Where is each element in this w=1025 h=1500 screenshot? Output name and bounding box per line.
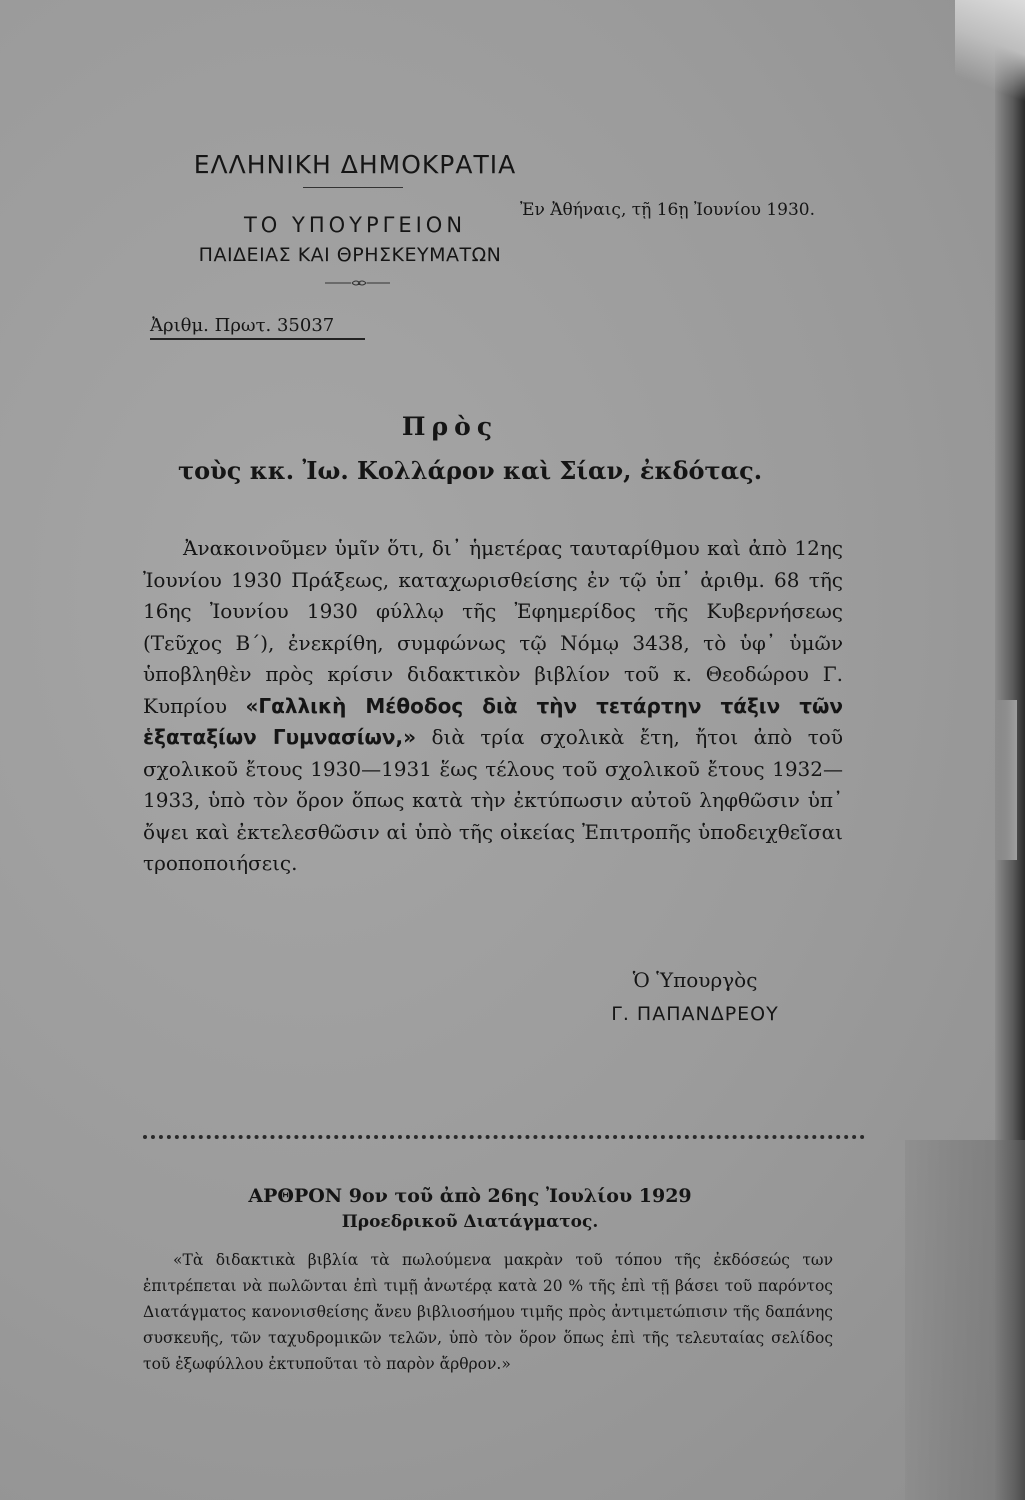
signature-name: Γ. ΠΑΠΑΝΔΡΕΟΥ <box>611 1003 779 1025</box>
protocol-number: Ἀριθμ. Πρωτ. 35037 <box>150 315 365 340</box>
article-text <box>143 1247 833 1377</box>
header-ministry-line1: ΤΟ ΥΠΟΥΡΓΕΙΟΝ <box>243 213 467 237</box>
article-title: ΑΡΘΡΟΝ 9ον τοῦ ἀπὸ 26ης Ἰουλίου 1929 <box>248 1185 692 1207</box>
letter-paragraph <box>143 533 843 880</box>
torn-edge <box>995 700 1017 860</box>
letter-body <box>143 533 843 880</box>
signature-role: Ὁ Ὑπουργὸς <box>632 968 758 992</box>
dotted-divider <box>143 1135 865 1139</box>
tape-strip <box>905 1140 1025 1500</box>
header-ministry-line2: ΠΑΙΔΕΙΑΣ ΚΑΙ ΘΡΗΣΚΕΥΜΑΤΩΝ <box>198 244 502 266</box>
header-rule <box>303 187 403 188</box>
letter-text-part2: διὰ τρία σχολικὰ ἔτη, ἤτοι ἀπὸ τοῦ σχολικοῦ ἔτους 1930—1931 ἕως τέλους τοῦ σχολικοῦ ἔτους 1932—1933, ὑπὸ τὸν ὅρον ὅπως κατὰ τὴν ἐκτύπωσιν αὐτοῦ ληφθῶσιν ὑπ᾽ ὄψει καὶ ἐκτελεσθῶσιν αἱ ὑπὸ τῆς οἰκείας Ἐπιτροπῆς ὑποδειχθεῖσαι τροποποιήσεις. <box>143 725 844 875</box>
article-paragraph: «Τὰ διδακτικὰ βιβλία τὰ πωλούμενα μακρὰν τοῦ τόπου τῆς ἐκδόσεώς των ἐπιτρέπεται νὰ πωλῶνται ἐπὶ τιμῇ ἀνωτέρᾳ κατὰ 20 % τῆς ἐπὶ τῇ βάσει τοῦ παρόντος Διατάγματος κανονισθείσης ἄνευ βιβλιοσήμου τιμῆς πρὸς ἀντιμετώπισιν τῆς δαπάνης συσκευῆς, τῶν ταχυδρομικῶν τελῶν, ὑπὸ τὸν ὅρον ὅπως ἐπὶ τῆς τελευταίας σελίδος τοῦ ἐξωφύλλου ἐκτυποῦται τὸ παρὸν ἄρθρον.» <box>143 1251 833 1373</box>
recipient-heading: Πρὸς <box>401 412 499 441</box>
document-date: Ἐν Ἀθήναις, τῇ 16ῃ Ἰουνίου 1930. <box>520 200 816 220</box>
folded-corner <box>955 0 1025 110</box>
article-subtitle: Προεδρικοῦ Διατάγματος. <box>341 1212 599 1232</box>
recipient-line: τοὺς κκ. Ἰω. Κολλάρον καὶ Σίαν, ἐκδότας. <box>177 456 763 485</box>
letter-text-part1: Ἀνακοινοῦμεν ὑμῖν ὅτι, δι᾽ ἡμετέρας ταυταρίθμου καὶ ἀπὸ 12ης Ἰουνίου 1930 Πράξεως, καταχωρισθείσης ἐν τῷ ὑπ᾽ ἀριθμ. 68 τῆς 16ης Ἰουνίου 1930 φύλλῳ τῆς Ἐφημερίδος τῆς Κυβερνήσεως (Τεῦχος Β΄), ἐνεκρίθη, συμφώνως τῷ Νόμῳ 3438, τὸ ὑφ᾽ ὑμῶν ὑποβληθὲν πρὸς κρίσιν διδακτικὸν βιβλίον τοῦ κ. Θεοδώρου Γ. Κυπρίου <box>143 536 843 718</box>
book-title: «Γαλλικὴ Μέθοδος διὰ τὴν τετάρτην τάξιν τῶν ἑξαταξίων Γυμνασίων,» <box>143 693 843 749</box>
header-country: ΕΛΛΗΝΙΚΗ ΔΗΜΟΚΡΑΤΙΑ <box>193 150 517 179</box>
header-ornament <box>325 279 390 287</box>
